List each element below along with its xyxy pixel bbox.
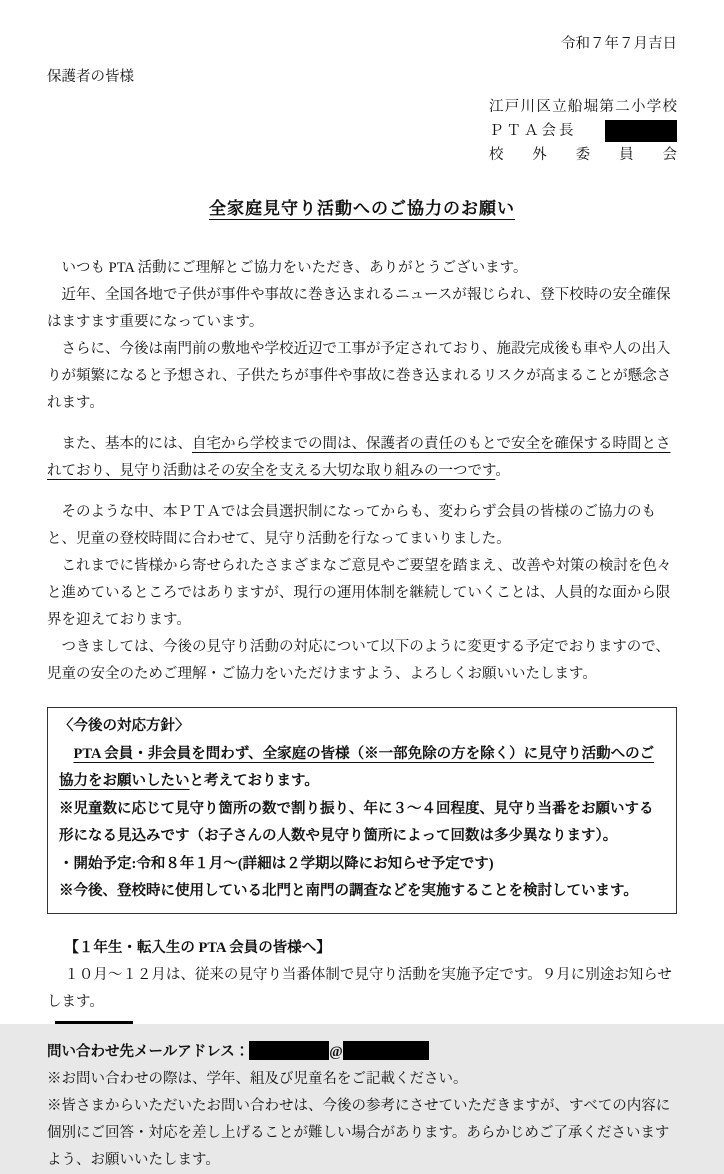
redacted-email-domain bbox=[343, 1041, 429, 1060]
contact-email-line bbox=[47, 1039, 677, 1066]
document-date: 令和７年７月吉日 bbox=[561, 36, 677, 52]
sender-block bbox=[489, 95, 677, 167]
contact-note-reply-policy: ※皆さまからいただいたお問い合わせは、今後の参考にさせていただきますが、すべての内容に個別にご回答・対応を差し上げることが難しい場合があります。あらかじめご了承くださいますよう、お願いいたします。 bbox=[47, 1097, 671, 1168]
policy-note-allocation: ※児童数に応じて見守り箇所の数で割り振り、年に３～４回程度、見守り当番をお願いする形になる見込みです（お子さんの人数や見守り箇所によって回数は多少異なります）。 bbox=[59, 800, 654, 844]
paragraph-responsibility: また、基本的には、自宅から学校までの間は、保護者の責任のもとで安全を確保する時間とされており、見守り活動はその安全を支える大切な取り組みの一つです。 bbox=[47, 436, 671, 479]
document-title: 全家庭見守り活動へのご協力のお願い bbox=[209, 199, 515, 218]
pta-chair-line bbox=[489, 119, 677, 143]
paragraph-request: つきましては、今後の見守り活動の対応について以下のように変更する予定でおりますので、児童の安全のためご理解・ご協力をいただけますよう、よろしくお願いいたします。 bbox=[47, 639, 670, 682]
first-year-heading: 【１年生・転入生の PTA 会員の皆様へ】 bbox=[64, 939, 331, 956]
paragraph-membership-system: そのような中、本ＰＴＡでは会員選択制になってからも、変わらず会員の皆様のご協力のもと、児童の登校時間に合わせて、見守り活動を行なってまいりました。 bbox=[47, 504, 656, 547]
addressee: 保護者の皆様 bbox=[47, 69, 134, 85]
paragraph-limitations: これまでに皆様から寄せられたさまざまなご意見やご要望を踏まえ、改善や対策の検討を色々と進めているところではありますが、現行の運用体制を継続していくことは、人員的な面から限界を迎えております。 bbox=[47, 558, 672, 628]
body-text bbox=[47, 255, 677, 688]
policy-note-gate-survey: ※今後、登校時に使用している北門と南門の調査などを実施することを検討しています。 bbox=[59, 883, 638, 899]
school-name: 江戸川区立船堀第二小学校 bbox=[489, 99, 677, 115]
paragraph-recent-news: 近年、全国各地で子供が事件や事故に巻き込まれるニュースが報じられ、登下校時の安全確保はますます重要になっています。 bbox=[47, 287, 671, 330]
next-page-element-cutoff bbox=[55, 1021, 133, 1024]
redacted-pta-chair-name bbox=[605, 120, 677, 142]
contact-email-label: 問い合わせ先メールアドレス： bbox=[47, 1043, 250, 1060]
policy-note-start-date: ・開始予定:令和８年１月～(詳細は２学期以降にお知らせ予定です) bbox=[59, 855, 494, 872]
paragraph-greeting: いつも PTA 活動にご理解とご協力をいただき、ありがとうございます。 bbox=[61, 260, 528, 276]
pta-chair-label: ＰＴＡ会長 bbox=[489, 123, 577, 139]
paragraph-construction: さらに、今後は南門前の敷地や学校近辺で工事が予定されており、施設完成後も車や人の出入りが頻繁になると予想され、子供たちが事件や事故に巻き込まれるリスクが高まることが懸念されます。 bbox=[47, 341, 672, 411]
policy-main-statement: PTA 会員・非会員を問わず、全家庭の皆様（※一部免除の方を除く）に見守り活動へのご協力をお願いしたいと考えております。 bbox=[59, 745, 655, 789]
contact-note-include-info: ※お問い合わせの際は、学年、組及び児童名をご記載ください。 bbox=[47, 1070, 468, 1087]
policy-box-heading: 〈今後の対応方針〉 bbox=[59, 718, 190, 734]
policy-box bbox=[47, 707, 677, 914]
redacted-email-local-part bbox=[249, 1041, 329, 1060]
first-year-body: １０月～１２月は、従来の見守り当番体制で見守り活動を実施予定です。９月に別途お知らせします。 bbox=[47, 966, 672, 1010]
first-year-section bbox=[47, 935, 677, 1016]
committee-name: 校 外 委 員 会 bbox=[489, 147, 677, 163]
contact-section bbox=[47, 1039, 677, 1174]
email-at-symbol: @ bbox=[329, 1043, 343, 1060]
